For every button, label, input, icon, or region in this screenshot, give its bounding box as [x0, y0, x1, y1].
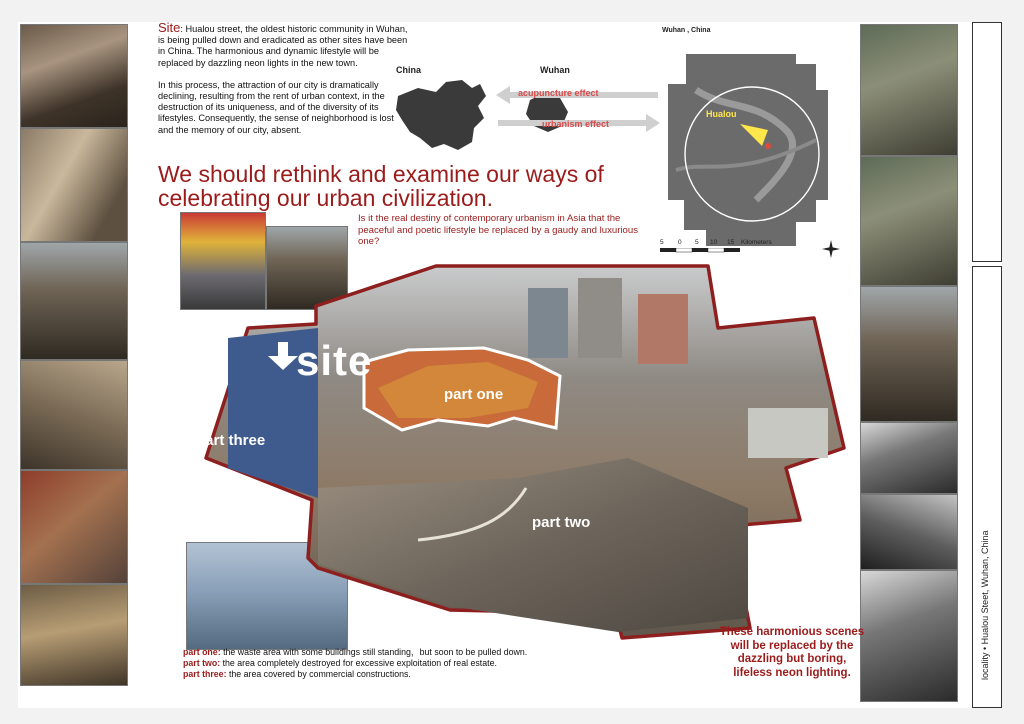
arrow-up-icon: [238, 486, 268, 516]
legend-text-3: the area covered by commercial constructions.: [226, 669, 411, 679]
sidebar-box-top: [972, 22, 1002, 262]
left-photo-street: [20, 584, 128, 686]
poster-board: [18, 22, 1002, 708]
scale-tick-1: 5: [660, 239, 664, 246]
legend-item-3: [183, 669, 683, 680]
part-two-label: part two: [532, 514, 591, 531]
right-photo-man-ruins: [860, 494, 958, 570]
scale-tick-5: 15: [727, 239, 735, 246]
left-photo-window: [20, 470, 128, 584]
left-photo-laundry-alley: [20, 242, 128, 360]
right-photo-elderly: [860, 570, 958, 702]
left-photo-doorway: [20, 128, 128, 242]
left-photo-facade: [20, 360, 128, 470]
hualou-label: Hualou: [706, 109, 737, 119]
site-label: Site: [158, 22, 181, 35]
legend-item-1: [183, 647, 683, 658]
right-photo-residents: [860, 24, 958, 156]
parts-legend: [183, 647, 683, 680]
headline: We should rethink and examine our ways of celebrating our urban civilization.: [158, 161, 604, 211]
intro-paragraph-2: In this process, the attraction of our city is dramatically declining, resulting from the rent of urban context, in the destruction of its uniqueness, and of the diversity of its lifestyles. Consequently, the sense of neighborhood is lost and the memory of our city, absent.: [158, 79, 394, 135]
north-arrow-icon: [822, 240, 840, 258]
legend-item-2: [183, 658, 683, 669]
question-text: Is it the real destiny of contemporary urbanism in Asia that the peaceful and poetic lifestyle be replaced by a gaudy and luxurious one?: [358, 213, 639, 247]
right-photo-alley: [860, 156, 958, 286]
legend-key-2: part two:: [183, 658, 221, 668]
acupuncture-effect-label: acupuncture effect: [518, 88, 599, 98]
china-wuhan-diagram: [388, 62, 668, 162]
legend-text-1: the waste area with some buildings still standing，but soon to be pulled down.: [220, 647, 528, 657]
wuhan-label: Wuhan: [540, 65, 570, 75]
intro-paragraph-1: : Hualou street, the oldest historic community in Wuhan, is being pulled down and eradicated as other sites have been in China. The harmonious and dynamic lifestyle will be replaced by dazzling neon lights in the new town.: [158, 24, 408, 68]
legend-key-1: part one:: [183, 647, 221, 657]
legend-text-2: the area completely destroyed for excessive exploitation of real estate.: [220, 658, 497, 668]
right-photo-demolition: [860, 422, 958, 494]
scale-bar: [660, 248, 740, 253]
china-map-shape: [396, 80, 486, 150]
part-one-label: part one: [444, 386, 504, 403]
scale-tick-3: 5: [695, 239, 699, 246]
closing-statement: These harmonious scenes will be replaced by the dazzling but boring, lifeless neon lighting.: [719, 626, 865, 679]
collage-site-title: site: [296, 337, 373, 384]
location-label: Wuhan , China: [662, 27, 711, 34]
legend-key-3: part three:: [183, 669, 227, 679]
satellite-map: [666, 50, 830, 248]
intro-text: [158, 22, 408, 147]
site-collage: [188, 258, 858, 642]
part-three-label: part three: [196, 432, 266, 449]
scale-tick-4: 10: [710, 239, 718, 246]
right-photo-courtyard: [860, 286, 958, 422]
urbanism-effect-label: urbanism effect: [542, 119, 610, 129]
scale-unit: Kilometers: [741, 239, 772, 246]
sidebar-caption: locality • Hualou Steet, Wuhan, China: [980, 530, 990, 680]
china-label: China: [396, 65, 422, 75]
scale-tick-2: 0: [678, 239, 682, 246]
left-photo-balconies: [20, 24, 128, 128]
